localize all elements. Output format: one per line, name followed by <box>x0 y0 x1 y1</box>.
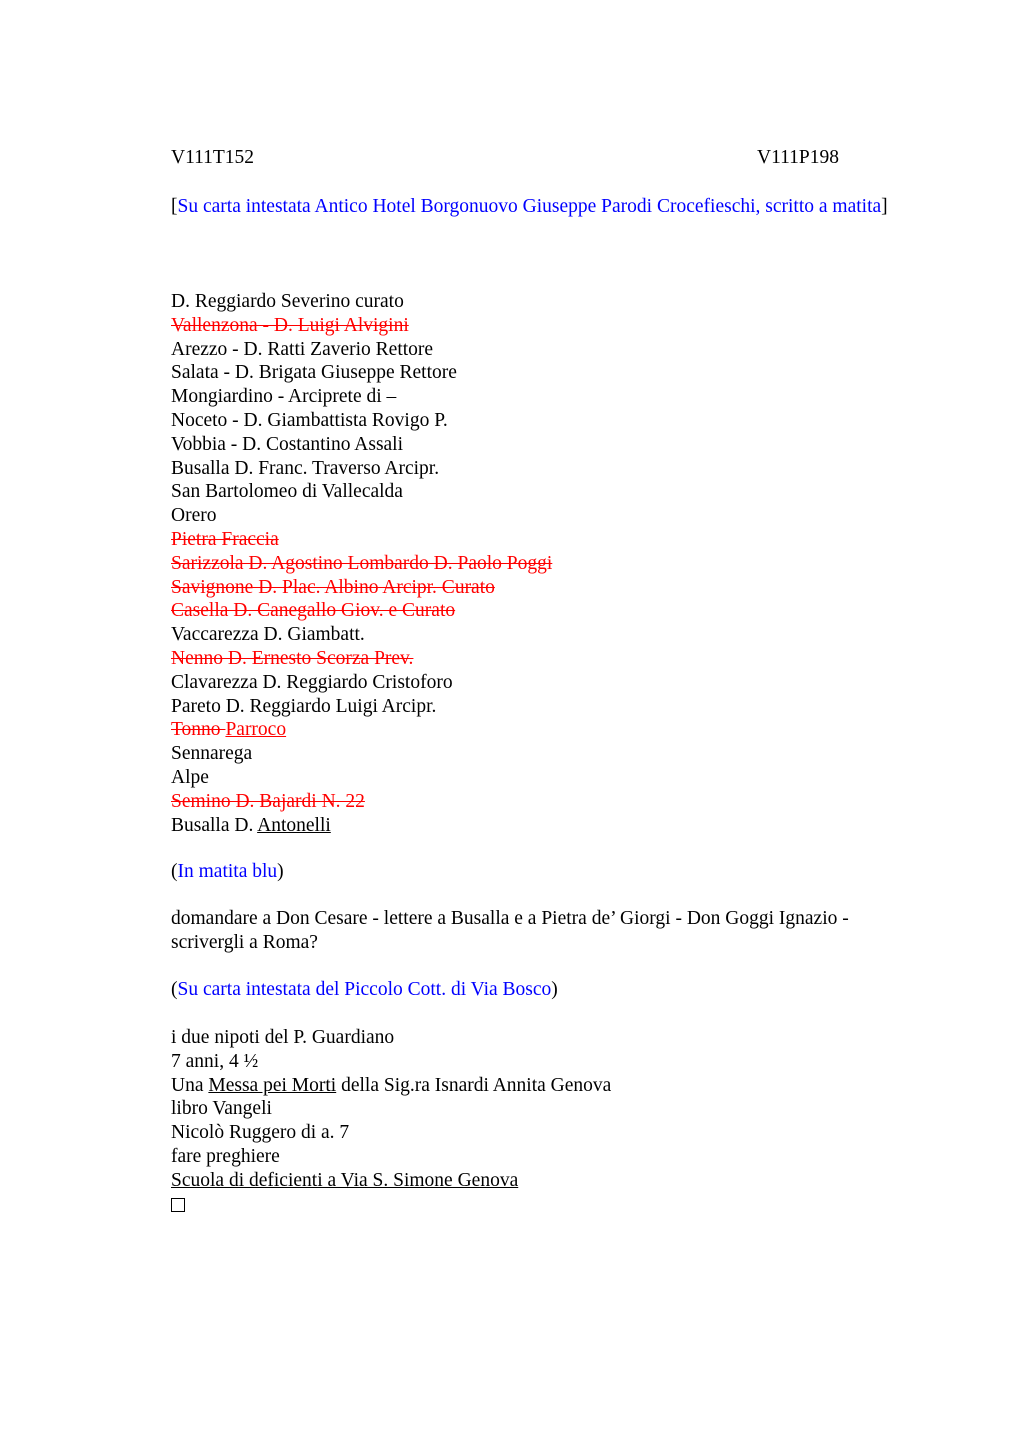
list-item: D. Reggiardo Severino curato <box>171 291 404 312</box>
list-item: San Bartolomeo di Vallecalda <box>171 481 403 503</box>
parish-list <box>171 290 901 837</box>
list-item-struck: Casella D. Canegallo Giov. e Curato <box>171 600 456 622</box>
list-item-struck: Sarizzola D. Agostino Lombardo D. Paolo Poggi <box>171 552 553 574</box>
list-item-struck: Nenno D. Ernesto Scorza Prev. <box>171 647 414 669</box>
list-item: Vaccarezza D. Giambatt. <box>171 624 365 646</box>
note-close-paren: ) <box>551 979 558 1000</box>
editorial-note-letterhead-2 <box>171 978 901 1002</box>
list-item: Salata - D. Brigata Giuseppe Rettore <box>171 362 457 384</box>
note-open-paren: ( <box>171 979 178 1000</box>
list-item: i due nipoti del P. Guardiano <box>171 1027 395 1048</box>
list-item: Sennarega <box>171 743 253 765</box>
list-item: libro Vangeli <box>171 1098 272 1120</box>
note-text: Su carta intestata Antico Hotel Borgonuovo Giuseppe Parodi Crocefieschi, scritto a matita <box>177 196 882 217</box>
editorial-note-letterhead <box>171 195 901 219</box>
list-item-struck-underlined: Parroco <box>225 719 287 741</box>
list-item-underlined: Messa pei Morti <box>208 1074 337 1096</box>
notes-list <box>171 1026 901 1218</box>
list-item: Una <box>171 1074 209 1096</box>
note-close-bracket: ] <box>881 196 888 217</box>
list-item-underlined: Scuola di deficienti a Via S. Simone Genova <box>171 1169 519 1191</box>
list-item-struck: Semino D. Bajardi N. 22 <box>171 790 365 812</box>
list-item: fare preghiere <box>171 1145 280 1167</box>
list-item-struck: Tonno <box>171 719 226 741</box>
list-item: Noceto - D. Giambattista Rovigo P. <box>171 409 448 431</box>
note-open-paren: ( <box>171 861 178 882</box>
empty-checkbox-icon <box>171 1198 185 1212</box>
list-item: Orero <box>171 505 217 527</box>
list-item: Pareto D. Reggiardo Luigi Arcipr. <box>171 695 437 717</box>
list-item: Vobbia - D. Costantino Assali <box>171 433 404 455</box>
header-right-code: V111P198 <box>757 147 839 168</box>
note-text: In matita blu <box>177 861 278 882</box>
page-header <box>171 146 839 170</box>
list-item: 7 anni, 4 ½ <box>171 1050 259 1072</box>
note-close-paren: ) <box>277 861 284 882</box>
list-item: Mongiardino - Arciprete di – <box>171 386 397 408</box>
list-item-struck: Savignone D. Plac. Albino Arcipr. Curato <box>171 576 495 598</box>
list-item: della Sig.ra Isnardi Annita Genova <box>336 1074 612 1096</box>
list-item: Arezzo - D. Ratti Zaverio Rettore <box>171 338 434 360</box>
header-left-code: V111T152 <box>171 147 255 168</box>
note-open-bracket: [ <box>171 196 178 217</box>
list-item: Busalla D. <box>171 814 258 836</box>
list-item: Clavarezza D. Reggiardo Cristoforo <box>171 671 453 693</box>
list-item-struck: Pietra Fraccia <box>171 528 279 550</box>
list-item: Alpe <box>171 766 209 788</box>
list-item-underlined: Antonelli <box>257 814 331 836</box>
note-text: Su carta intestata del Piccolo Cott. di Via Bosco <box>177 979 552 1000</box>
list-item: Busalla D. Franc. Traverso Arcipr. <box>171 457 440 479</box>
reminder-paragraph: domandare a Don Cesare - lettere a Busalla e a Pietra de’ Giorgi - Don Goggi Ignazio - scrivergli a Roma? <box>171 908 849 953</box>
list-item: Nicolò Ruggero di a. 7 <box>171 1122 350 1144</box>
list-item-struck: Vallenzona - D. Luigi Alvigini <box>171 314 409 336</box>
editorial-note-blue-pencil <box>171 860 901 884</box>
